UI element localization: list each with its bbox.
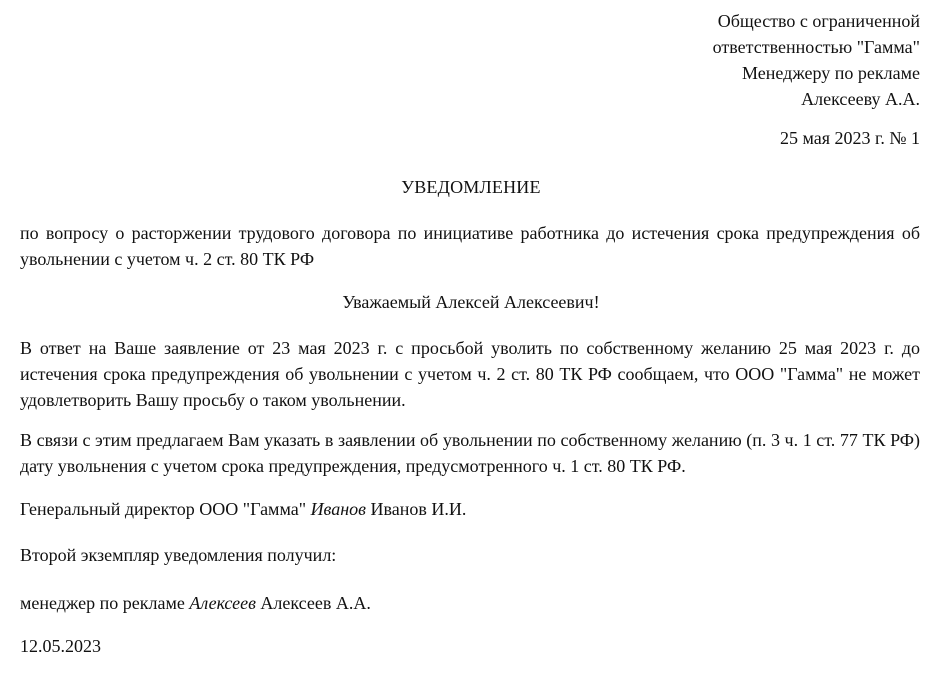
addressee-line-3: Менеджеру по рекламе [742, 63, 920, 83]
signature-prefix: Генеральный директор ООО "Гамма" [20, 499, 307, 519]
signature-line [20, 496, 466, 522]
addressee-block [713, 8, 920, 112]
paragraph-1: В ответ на Ваше заявление от 23 мая 2023 г. с просьбой уволить по собственному желанию 25 мая 2023 г. до истечения срока предупреждения об увольнении с учетом ч. 2 ст. 80 ТК РФ сообщаем, что ООО "Гамма" не может удовлетворить Вашу просьбу о таком увольнении. [20, 338, 920, 410]
addressee-line-4: Алексееву А.А. [801, 89, 920, 109]
addressee-line-1: Общество с ограниченной [717, 11, 920, 31]
receipt-signature-line [20, 590, 371, 616]
second-copy-received: Второй экземпляр уведомления получил: [20, 545, 337, 565]
addressee-line-2: ответственностью "Гамма" [712, 37, 920, 57]
handwritten-signature: Иванов [310, 499, 366, 519]
receipt-name: Алексеев А.А. [260, 593, 371, 613]
document-title: УВЕДОМЛЕНИЕ [401, 177, 541, 197]
greeting: Уважаемый Алексей Алексеевич! [342, 292, 600, 312]
receipt-handwritten-signature: Алексеев [189, 593, 256, 613]
receipt-prefix: менеджер по рекламе [20, 593, 185, 613]
receipt-date: 12.05.2023 [20, 636, 101, 656]
document-subject: по вопросу о расторжении трудового договора по инициативе работника до истечения срока предупреждения об увольнении с учетом ч. 2 ст. 80 ТК РФ [20, 223, 920, 269]
signature-name: Иванов И.И. [370, 499, 467, 519]
paragraph-2: В связи с этим предлагаем Вам указать в заявлении об увольнении по собственному желанию (п. 3 ч. 1 ст. 77 ТК РФ) дату увольнения с учетом срока предупреждения, предусмотренного ч. 1 ст. 80 ТК РФ. [20, 430, 920, 476]
document-date-number: 25 мая 2023 г. № 1 [779, 128, 920, 148]
